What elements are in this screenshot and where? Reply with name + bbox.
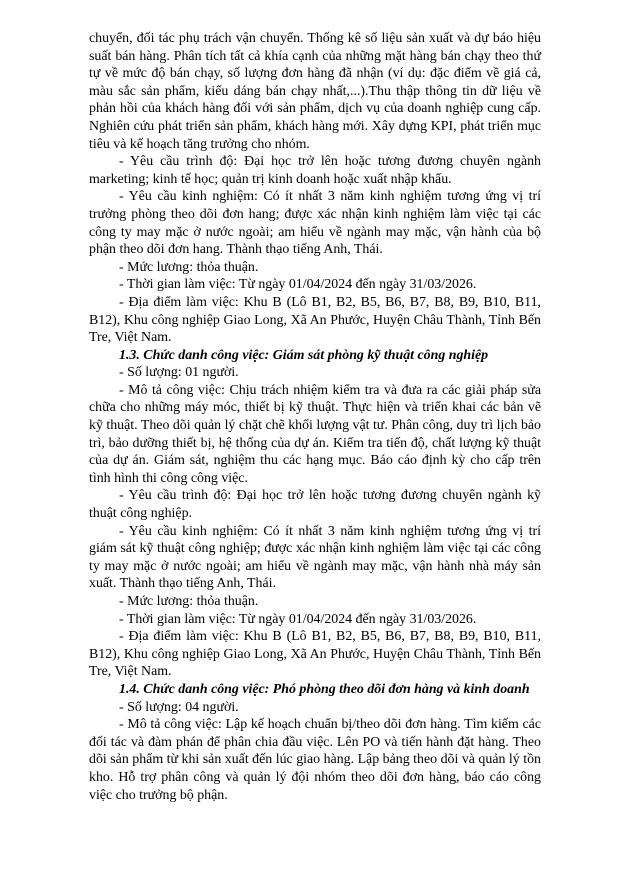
paragraph-continuation: chuyển, đối tác phụ trách vận chuyển. Thống kê số liệu sản xuất và dự báo hiệu suất bán hàng. Phân tích tất cả khía cạnh của những mặt hàng bán chạy theo thứ tự về mức độ bán chạy, số lượng đơn hàng đã nhận (ví dụ: đặc điểm về giá cả, màu sắc sản phẩm, kiểu dáng bán chạy nhất,...).Thu thập thông tin dữ liệu về phản hồi của khách hàng đối với sản phẩm, dịch vụ của doanh nghiệp cung cấp. Nghiên cứu phát triển sản phẩm, khách hàng mới. Xây dựng KPI, phát triển mục tiêu và kế hoạch tăng trưởng cho nhóm. xyxy=(89,31,541,152)
paragraph-salary: - Mức lương: thỏa thuận. xyxy=(119,594,259,609)
paragraph-work-period: - Thời gian làm việc: Từ ngày 01/04/2024 đến ngày 31/03/2026. xyxy=(119,277,477,293)
paragraph-job-description: - Mô tả công việc: Lập kế hoạch chuẩn bị/theo dõi đơn hàng. Tìm kiếm các đối tác và đàm phán để phân chia đầu việc. Lên PO và tiến hành đặt hàng. Theo dõi sản phẩm từ khi sản xuất đến lúc giao hàng. Lập bảng theo dõi và quản lý tồn kho. Hỗ trợ phân công và quản lý đội nhóm theo dõi đơn hàng, báo cáo công việc cho trưởng bộ phận. xyxy=(89,717,541,803)
section-heading-1-4: 1.4. Chức danh công việc: Phó phòng theo dõi đơn hàng và kinh doanh xyxy=(119,681,530,697)
document-body xyxy=(89,30,541,804)
paragraph-quantity: - Số lượng: 04 người. xyxy=(119,699,239,715)
paragraph-education-requirement: - Yêu cầu trình độ: Đại học trở lên hoặc tương đương chuyên ngành marketing; kinh tế học; quản trị kinh doanh hoặc xuất nhập khẩu. xyxy=(89,154,541,187)
paragraph-experience-requirement: - Yêu cầu kinh nghiệm: Có ít nhất 3 năm kinh nghiệm tương ứng vị trí trưởng phòng theo dõi đơn hang; được xác nhận kinh nghiệm làm việc tại các công ty may mặc ở nước ngoài; am hiểu về ngành may mặc, vận hành của bộ phận theo dõi đơn hang. Thành thạo tiếng Anh, Thái. xyxy=(89,189,541,258)
paragraph-experience-requirement: - Yêu cầu kinh nghiệm: Có ít nhất 3 năm kinh nghiệm tương ứng vị trí giám sát kỹ thuật công nghiệp; được xác nhận kinh nghiệm làm việc tại các công ty may mặc ở nước ngoài; am hiểu về ngành may mặc, vận hành nhà máy sản xuất. Thành thạo tiếng Anh, Thái. xyxy=(89,523,541,592)
paragraph-education-requirement: - Yêu cầu trình độ: Đại học trở lên hoặc tương đương chuyên ngành kỹ thuật công nghiệp. xyxy=(89,488,541,522)
paragraph-job-description: - Mô tả công việc: Chịu trách nhiệm kiểm tra và đưa ra các giải pháp sửa chữa cho những máy móc, thiết bị kỹ thuật. Thực hiện và triển khai các bản vẽ kỹ thuật. Theo dõi quản lý chặt chẽ khối lượng vật tư. Phân công, duy trì lịch bảo trì, bảo dưỡng thiết bị, hệ thống của dự án. Kiểm tra tiến độ, chất lượng kỹ thuật của dự án. Giám sát, nghiệm thu các hạng mục. Báo cáo định kỳ cho cấp trên tình hình thi công công việc. xyxy=(89,382,541,486)
paragraph-work-location: - Địa điểm làm việc: Khu B (Lô B1, B2, B5, B6, B7, B8, B9, B10, B11, B12), Khu công nghiệp Giao Long, Xã An Phước, Huyện Châu Thành, Tỉnh Bến Tre, Việt Nam. xyxy=(89,629,541,680)
paragraph-salary: - Mức lương: thỏa thuận. xyxy=(119,259,259,275)
paragraph-quantity: - Số lượng: 01 người. xyxy=(119,365,239,381)
section-heading-1-3: 1.3. Chức danh công việc: Giám sát phòng kỹ thuật công nghiệp xyxy=(119,347,489,363)
paragraph-work-location: - Địa điểm làm việc: Khu B (Lô B1, B2, B5, B6, B7, B8, B9, B10, B11, B12), Khu công nghiệp Giao Long, Xã An Phước, Huyện Châu Thành, Tỉnh Bến Tre, Việt Nam. xyxy=(89,294,541,346)
paragraph-work-period: - Thời gian làm việc: Từ ngày 01/04/2024 đến ngày 31/03/2026. xyxy=(119,611,477,627)
